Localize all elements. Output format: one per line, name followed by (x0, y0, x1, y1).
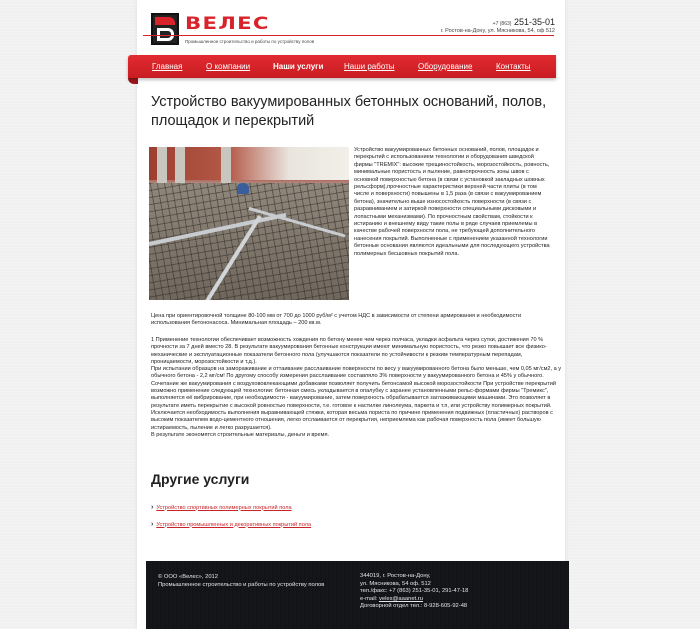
header-phone (493, 17, 555, 27)
brand-name[interactable]: ВЕЛЕС (185, 14, 270, 34)
footer-contacts (360, 573, 468, 611)
intro-paragraph: Устройство вакуумированных бетонных оснований, полов, площадок и перекрытий с использованием технологии и оборудования шведской фирмы "TREMIX": высокие трещиностойкость, морозостойкость, ровность, минимальные пористость и пыление, равнопрочность зоны швов с основной поверхностью бетона (в связи с установкой закладных шовных рельсформ),прочностные характеристики верхней части плиты (в том числе и поверхности) повышены в 1,5 раза (в связи с вакуумированием бетона), значительно выше износостойкость поверхности (в связи с разравниванием и затиркой поверхности специальными дисковыми и лопастными механизмами). По прочностным свойствам, стойкости к истиранию и внешнему виду такие полы в ряде случаев приемлемы в качестве рабочей поверхности пола, не требующей дополнительного нанесения покрытий. Выполненные с применением указанной технологии бетонные основания являются идеальными для последующего устройства полимерных бесшовных покрытий пола. (354, 147, 550, 257)
construction-photo (149, 147, 349, 300)
other-service-item (151, 521, 311, 528)
details-paragraph: В результате экономятся строительные материалы, деньги и время. (151, 431, 330, 438)
nav-item-contacts[interactable]: Контакты (496, 62, 531, 71)
other-services-title: Другие услуги (151, 471, 250, 487)
main-nav (128, 55, 556, 78)
footer-contract-dept: Договорной отдел тел.: 8-928-605-92-48 (360, 603, 468, 610)
footer-description: Промышленное строительство и работы по устройству полов (158, 581, 325, 588)
phone-code: +7 (863) (492, 21, 512, 27)
details-paragraph: При испытании образцов на замораживание и оттаивание расслаивание поверхности по весу у вакуумированного бетона было меньше, чем 0,05 мг/см2, а у обычного бетона - 2,2 мг/см! По другому способу измерения расслаивание составляло 3% поверхности у вакуумированного бетона и 45% у обычного. Сочетание же вакуумирования с воздухововлекающими добавками позволяет получить бетонсамой высокой морозостойкости При устройстве перекрытий возможно применение следующей технологии: бетонная смесь укладывается в опалубку с заранее установленными рельс-формами фирмы "Тремикс", выполняется её вибрирование, при необходимости - вакуумирование, затем поверхность обрабатывается заглаживающими машинами. Это позволяет в результате иметь перекрытие с высокой ровностью поверхности, т.е. готовое к настилке линолеума, паркета и т.п, или устройству полимерных покрытий. Исключается необходимость выполнения выравнивающей стяжки, которая весьма пориста по причине применения подвижных (пластичных) растворов с высоким показателем водо-цементного отношения, легко отслаивается от перекрытия, неприемлема как рабочая поверхность пола (имеет большую истираемость, пыление и легко разрушается). (151, 366, 562, 431)
footer-copyright: © ООО «Велес», 2012 (158, 574, 218, 580)
nav-item-home[interactable]: Главная (152, 62, 183, 71)
service-link-industrial-floors[interactable]: Устройство промышленных и декоративных покрытий пола (156, 521, 312, 528)
header-address: г. Ростов-на-Дону, ул. Мясникова, 54, оф 512 (440, 28, 555, 34)
tagline: Промышленное строительство и работы по устройству полов (185, 39, 315, 44)
chevron-right-icon: › (151, 504, 154, 511)
page-container (137, 0, 565, 629)
nav-item-equipment[interactable]: Оборудование (418, 62, 473, 71)
chevron-right-icon: › (151, 521, 154, 528)
footer-left (158, 574, 324, 589)
details-section (151, 337, 563, 439)
logo-icon[interactable] (151, 13, 179, 45)
footer-address-line2: ул. Мясникова, 54 оф. 512 (360, 580, 431, 587)
nav-item-works[interactable]: Наши работы (344, 62, 395, 71)
nav-item-services[interactable]: Наши услуги (273, 62, 324, 71)
header-divider (143, 35, 554, 36)
phone-number: 251-35-01 (513, 17, 555, 27)
footer-email-link[interactable]: veles@aaanet.ru (379, 595, 423, 602)
nav-item-about[interactable]: О компании (206, 62, 251, 71)
details-paragraph: 1 Применение технологии обеспечивает возможность хождения по бетону менее чем через полчаса, укладки асфальта через сутки, достижения 70 % прочности за 7 дней вместо 28. В результате вакуумирования бетонные конструкции имеют минимальную пористость, что резко повышает все физико-механические и эксплуатационные показатели бетонного пола (улучшаются показатели по устойчивости к резким температурным перепадам, проницаемости, морозостойкости и т.д.). (151, 337, 547, 365)
service-link-sport-floors[interactable]: Устройство спортивных полимерных покрытий пола (156, 504, 292, 511)
price-paragraph: Цена при ориентировочной толщине 80-100 мм от 700 до 1000 руб/м² с учетом НДС в зависимости от степени армирования и необходимости использования бетононасоса. Минимальная площадь – 200 кв.м. (151, 313, 522, 327)
footer-address-line1: 344019, г. Ростов-на-Дону, (360, 573, 431, 579)
site-footer (146, 561, 569, 629)
other-service-item (151, 504, 292, 511)
site-header (137, 0, 565, 56)
page-title: Устройство вакуумированных бетонных оснований, полов, площадок и перекрытий (151, 94, 547, 129)
footer-phone-fax: тел./факс: +7 (863) 251-35-01, 291-47-18 (360, 588, 469, 595)
footer-email-label: e-mail: (360, 595, 380, 602)
